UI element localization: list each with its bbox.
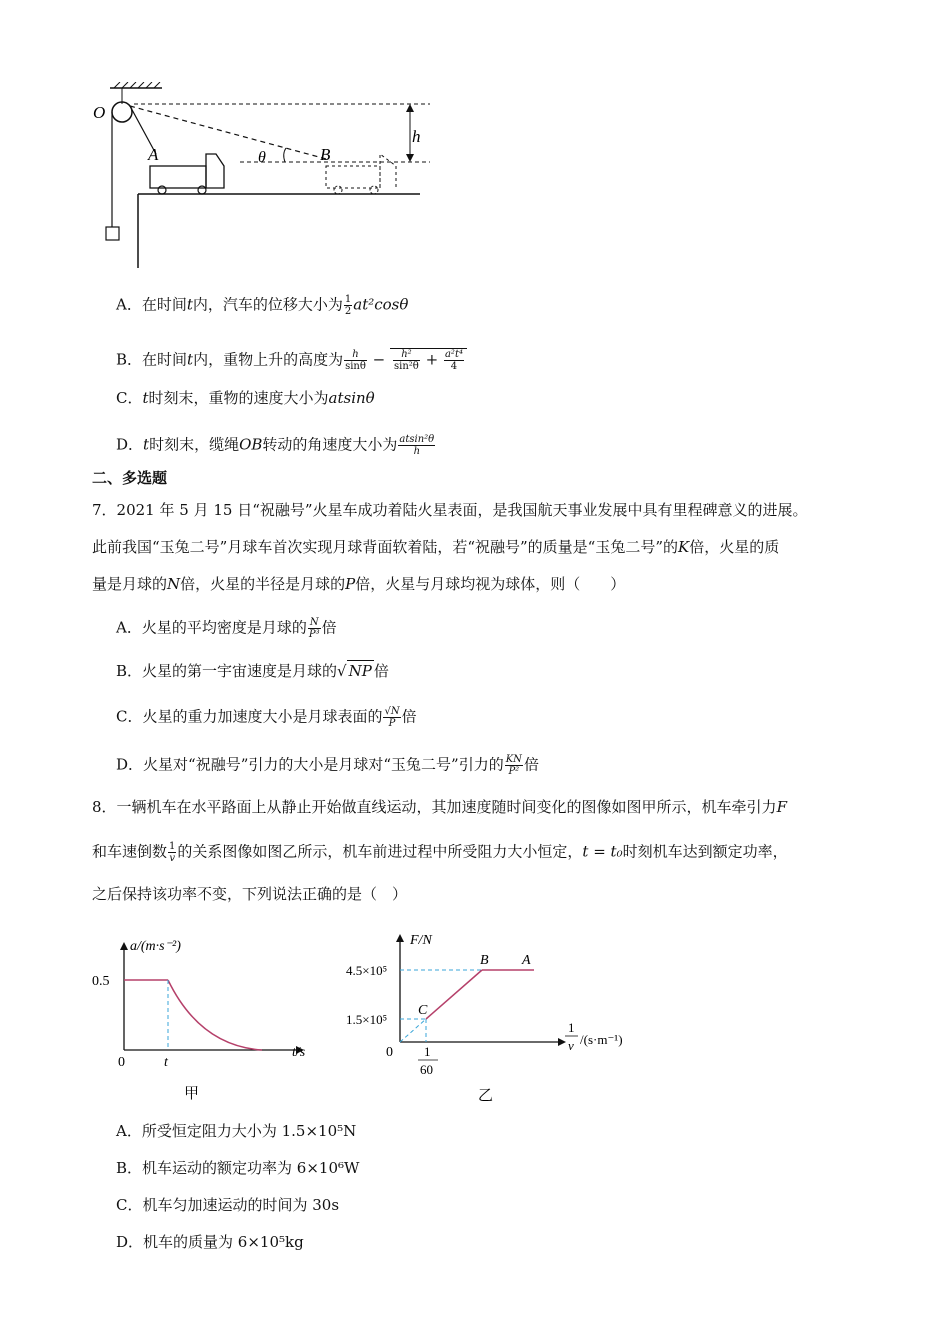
- q8-line3: 之后保持该功率不变，下列说法正确的是（ ）: [92, 885, 408, 903]
- q7-line3: 量是月球的N倍，火星的半径是月球的P倍，火星与月球均视为球体，则（ ）: [92, 575, 626, 593]
- q7-option-d: D．火星对“祝融号”引力的大小是月球对“玉兔二号”引力的 $\frac{KN}{\text{P²}}$ 倍: [116, 754, 539, 777]
- q8-option-d: D．机车的质量为 6×10⁵kg: [116, 1233, 304, 1251]
- q7-line1: 7．2021 年 5 月 15 日“祝融号”火星车成功着陆火星表面，是我国航天事业发展中具有里程碑意义的进展。: [92, 501, 808, 519]
- yi-xlabel-unit: /(s·m⁻¹): [580, 1032, 623, 1047]
- q6-option-b: B．在时间t内，重物上升的高度为 $\frac{h}{\sin\theta}$ − $\frac{\text{h²}}{\text{sin²θ}}$ + $\frac{\text{a²t⁴}}{4}$: [116, 348, 467, 372]
- jia-y-tick: 0.5: [92, 974, 110, 989]
- jia-origin: 0: [118, 1055, 125, 1070]
- yi-caption: 乙: [478, 1088, 494, 1104]
- yi-label-C: C: [418, 1003, 428, 1018]
- yi-label-B: B: [480, 953, 489, 968]
- graph-jia: [90, 936, 330, 1106]
- q7-option-b: B．火星的第一宇宙速度是月球的√ NP 倍: [116, 662, 389, 680]
- label-A: A: [148, 145, 159, 164]
- q6-option-a: A．在时间t内，汽车的位移大小为 $\frac{1}{2}$ at²cosθ: [116, 294, 409, 317]
- jia-xlabel: t/s: [292, 1045, 306, 1060]
- yi-x-tick-num: 1: [424, 1044, 431, 1059]
- q8-option-c: C．机车匀加速运动的时间为 30s: [116, 1196, 340, 1214]
- yi-y-tick-low: 1.5×10⁵: [346, 1012, 388, 1027]
- label-B: B: [320, 145, 331, 164]
- q8-line2: 和车速倒数 $\frac{1}{v}$ 的关系图像如图乙所示，机车前进过程中所受阻力大小恒定，t = t₀时刻机车达到额定功率，: [92, 841, 788, 864]
- q8-line1: 8．一辆机车在水平路面上从静止开始做直线运动，其加速度随时间变化的图像如图甲所示，机车牵引力F: [92, 798, 787, 816]
- section-heading: 二、多选题: [92, 469, 168, 487]
- yi-y-tick-high: 4.5×10⁵: [346, 963, 388, 978]
- q6-option-d: D．t时刻末，缆绳OB转动的角速度大小为 $\frac{\text{atsin²θ}}{h}$: [116, 434, 435, 457]
- graph-yi: [342, 928, 642, 1108]
- q6-option-c: C．t时刻末，重物的速度大小为atsinθ: [116, 389, 375, 407]
- yi-origin: 0: [386, 1045, 393, 1060]
- q7-line2: 此前我国“玉兔二号”月球车首次实现月球背面软着陆，若“祝融号”的质量是“玉兔二号”的K倍，火星的质: [92, 538, 780, 556]
- yi-x-tick-den: 60: [420, 1062, 433, 1077]
- label-theta: θ: [258, 149, 266, 166]
- q7-option-a: A．火星的平均密度是月球的 $\frac{N}{\text{P³}}$ 倍: [116, 617, 337, 640]
- jia-t-tick: t: [164, 1055, 168, 1070]
- q8-option-b: B．机车运动的额定功率为 6×10⁶W: [116, 1159, 360, 1177]
- q7-option-c: C．火星的重力加速度大小是月球表面的 $\frac{√N}{P}$ 倍: [116, 706, 417, 729]
- label-O: O: [93, 103, 106, 122]
- jia-ylabel: a/(m·s⁻²): [130, 939, 181, 954]
- yi-xlabel-den: v: [568, 1038, 574, 1053]
- yi-ylabel: F/N: [410, 933, 432, 948]
- jia-caption: 甲: [184, 1086, 200, 1102]
- yi-label-A: A: [522, 953, 531, 968]
- label-h: h: [412, 127, 421, 146]
- pulley-truck-diagram: [90, 82, 440, 272]
- yi-xlabel-num: 1: [568, 1020, 575, 1035]
- q8-option-a: A．所受恒定阻力大小为 1.5×10⁵N: [116, 1122, 357, 1140]
